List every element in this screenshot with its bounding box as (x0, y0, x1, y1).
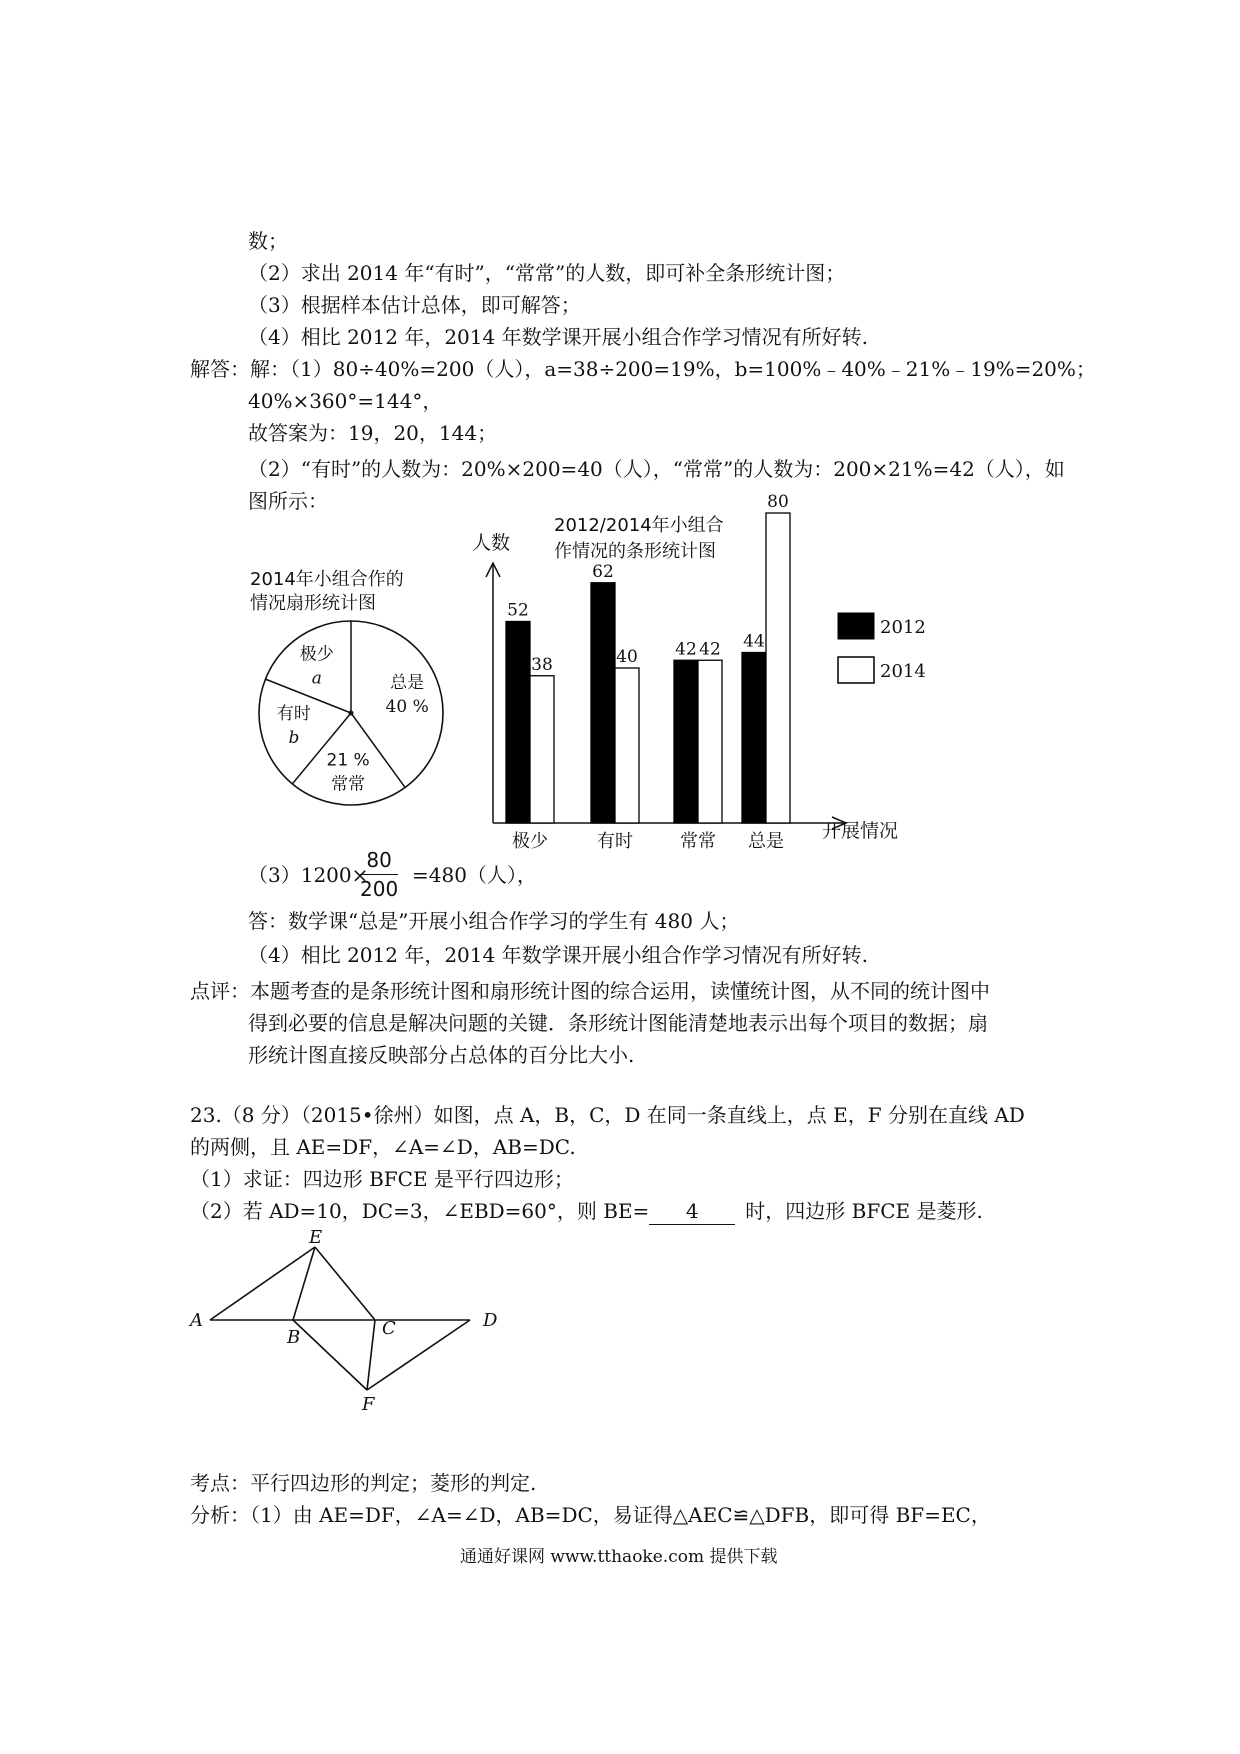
bar-value-label: 44 (743, 631, 765, 652)
segment-AE (210, 1247, 315, 1320)
pie-slice-name: 总是 (390, 673, 425, 694)
analysis-line-4: （4）相比 2012 年，2014 年数学课开展小组合作学习情况有所好转. (248, 325, 868, 349)
point-label-D: D (483, 1310, 498, 1331)
bar-2014 (530, 676, 554, 823)
problem23-l4-prefix: （2）若 AD=10，DC=3，∠EBD=60°，则 BE= (190, 1199, 650, 1223)
legend-label-2012: 2012 (880, 617, 926, 638)
bar-2012 (506, 622, 530, 824)
bar-title: 2012/2014年小组合 (554, 515, 724, 536)
pie-slice-name: 有时 (276, 704, 311, 725)
bar-2012 (742, 653, 766, 824)
bar-value-label: 40 (616, 647, 638, 667)
pie-slice-name: 极少 (299, 644, 334, 665)
pie-slice-value: b (288, 728, 300, 749)
kaodian-line: 考点：平行四边形的判定；菱形的判定. (190, 1471, 537, 1495)
legend-swatch-2014 (838, 657, 874, 683)
bar-2014 (766, 513, 790, 823)
bar-value-label: 38 (531, 654, 553, 675)
pie-slice-value: a (311, 668, 322, 689)
analysis-line-3: （3）根据样本估计总体，即可解答； (248, 293, 581, 317)
solution-line-3: 故答案为：19，20，144； (248, 421, 498, 445)
fraction-denominator: 200 (360, 877, 399, 901)
geometry-figure (180, 1225, 520, 1415)
segment-CF (367, 1320, 375, 1390)
problem23-line-4 (190, 1198, 983, 1225)
x-tick-label: 极少 (512, 831, 548, 852)
pie-slices (259, 621, 443, 805)
problem23-line-1: 23.（8 分）（2015•徐州）如图，点 A，B，C，D 在同一条直线上，点 E，F 分别在直线 AD (190, 1103, 1025, 1127)
pie-slice-value: 40 % (385, 697, 429, 718)
legend-label-2014: 2014 (880, 661, 926, 682)
answer-line: 答：数学课“总是”开展小组合作学习的学生有 480 人； (248, 909, 740, 933)
fraction-numerator: 80 (360, 848, 397, 875)
segment-EB (293, 1247, 315, 1320)
point-label-A: A (190, 1310, 203, 1331)
segment-BF (293, 1320, 367, 1390)
x-axis-label: 开展情况 (822, 820, 899, 842)
pie-slice-value: 21 % (326, 750, 370, 771)
x-tick-label: 总是 (748, 831, 784, 852)
page-footer: 通通好课网 www.tthaoke.com 提供下载 (460, 1547, 778, 1567)
part3-fraction (354, 848, 404, 901)
point-label-C: C (382, 1318, 396, 1339)
bar-chart (458, 492, 938, 852)
bar-value-label: 80 (767, 492, 789, 512)
bar-2014 (615, 668, 639, 823)
legend-swatch-2012 (838, 613, 874, 639)
bar-value-label: 42 (699, 639, 721, 660)
bar-2012 (591, 583, 615, 823)
solution-line-2: 40%×360°=144°， (248, 389, 443, 413)
part3-suffix: =480（人）， (412, 863, 537, 887)
x-tick-label: 有时 (597, 831, 633, 852)
pie-slice-name: 常常 (331, 774, 366, 795)
part3-prefix: （3）1200× (248, 863, 369, 887)
bar-value-label: 52 (507, 600, 529, 621)
answer-blank: 4 (649, 1198, 735, 1225)
analysis-line-1: 数； (248, 229, 288, 253)
pie-chart (240, 560, 465, 820)
point-label-F: F (362, 1394, 375, 1415)
bar-value-label: 42 (675, 639, 697, 660)
solution-line-1: 解答：解：（1）80÷40%=200（人），a=38÷200=19%，b=100%﹣40%﹣21%﹣19%=20%； (190, 357, 1096, 381)
pie-title: 2014年小组合作的 (250, 569, 404, 590)
bar-2014 (698, 660, 722, 823)
bar-2012 (674, 660, 698, 823)
segment-EC (315, 1247, 375, 1320)
analysis-line-2: （2）求出 2014 年“有时”，“常常”的人数，即可补全条形统计图； (248, 261, 846, 285)
comment-line-1: 点评：本题考查的是条形统计图和扇形统计图的综合运用，读懂统计图，从不同的统计图中 (190, 979, 990, 1003)
problem23-line-2: 的两侧，且 AE=DF，∠A=∠D，AB=DC. (190, 1135, 576, 1159)
pie-center-dot (349, 711, 354, 716)
x-tick-label: 常常 (680, 831, 716, 852)
solution-line-4: （2）“有时”的人数为：20%×200=40（人），“常常”的人数为：200×21%=42（人），如 (248, 457, 1065, 481)
bar-title-2: 作情况的条形统计图 (554, 541, 716, 562)
point-label-E: E (309, 1227, 323, 1248)
solution-line-5: 图所示： (248, 489, 328, 513)
bar-value-label: 62 (592, 561, 614, 582)
problem23-l4-suffix: 时，四边形 BFCE 是菱形. (745, 1199, 983, 1223)
pie-title-2: 情况扇形统计图 (250, 593, 376, 614)
legend (838, 613, 926, 683)
problem23-line-3: （1）求证：四边形 BFCE 是平行四边形； (190, 1167, 574, 1191)
comment-line-2: 得到必要的信息是解决问题的关键．条形统计图能清楚地表示出每个项目的数据；扇 (248, 1011, 988, 1035)
part4-line: （4）相比 2012 年，2014 年数学课开展小组合作学习情况有所好转. (248, 943, 868, 967)
fenxi-line: 分析：（1）由 AE=DF，∠A=∠D，AB=DC，易证得△AEC≌△DFB，即可得 BF=EC， (190, 1503, 991, 1527)
point-label-B: B (287, 1327, 301, 1348)
comment-line-3: 形统计图直接反映部分占总体的百分比大小. (248, 1043, 635, 1067)
y-axis-label: 人数 (472, 532, 511, 554)
